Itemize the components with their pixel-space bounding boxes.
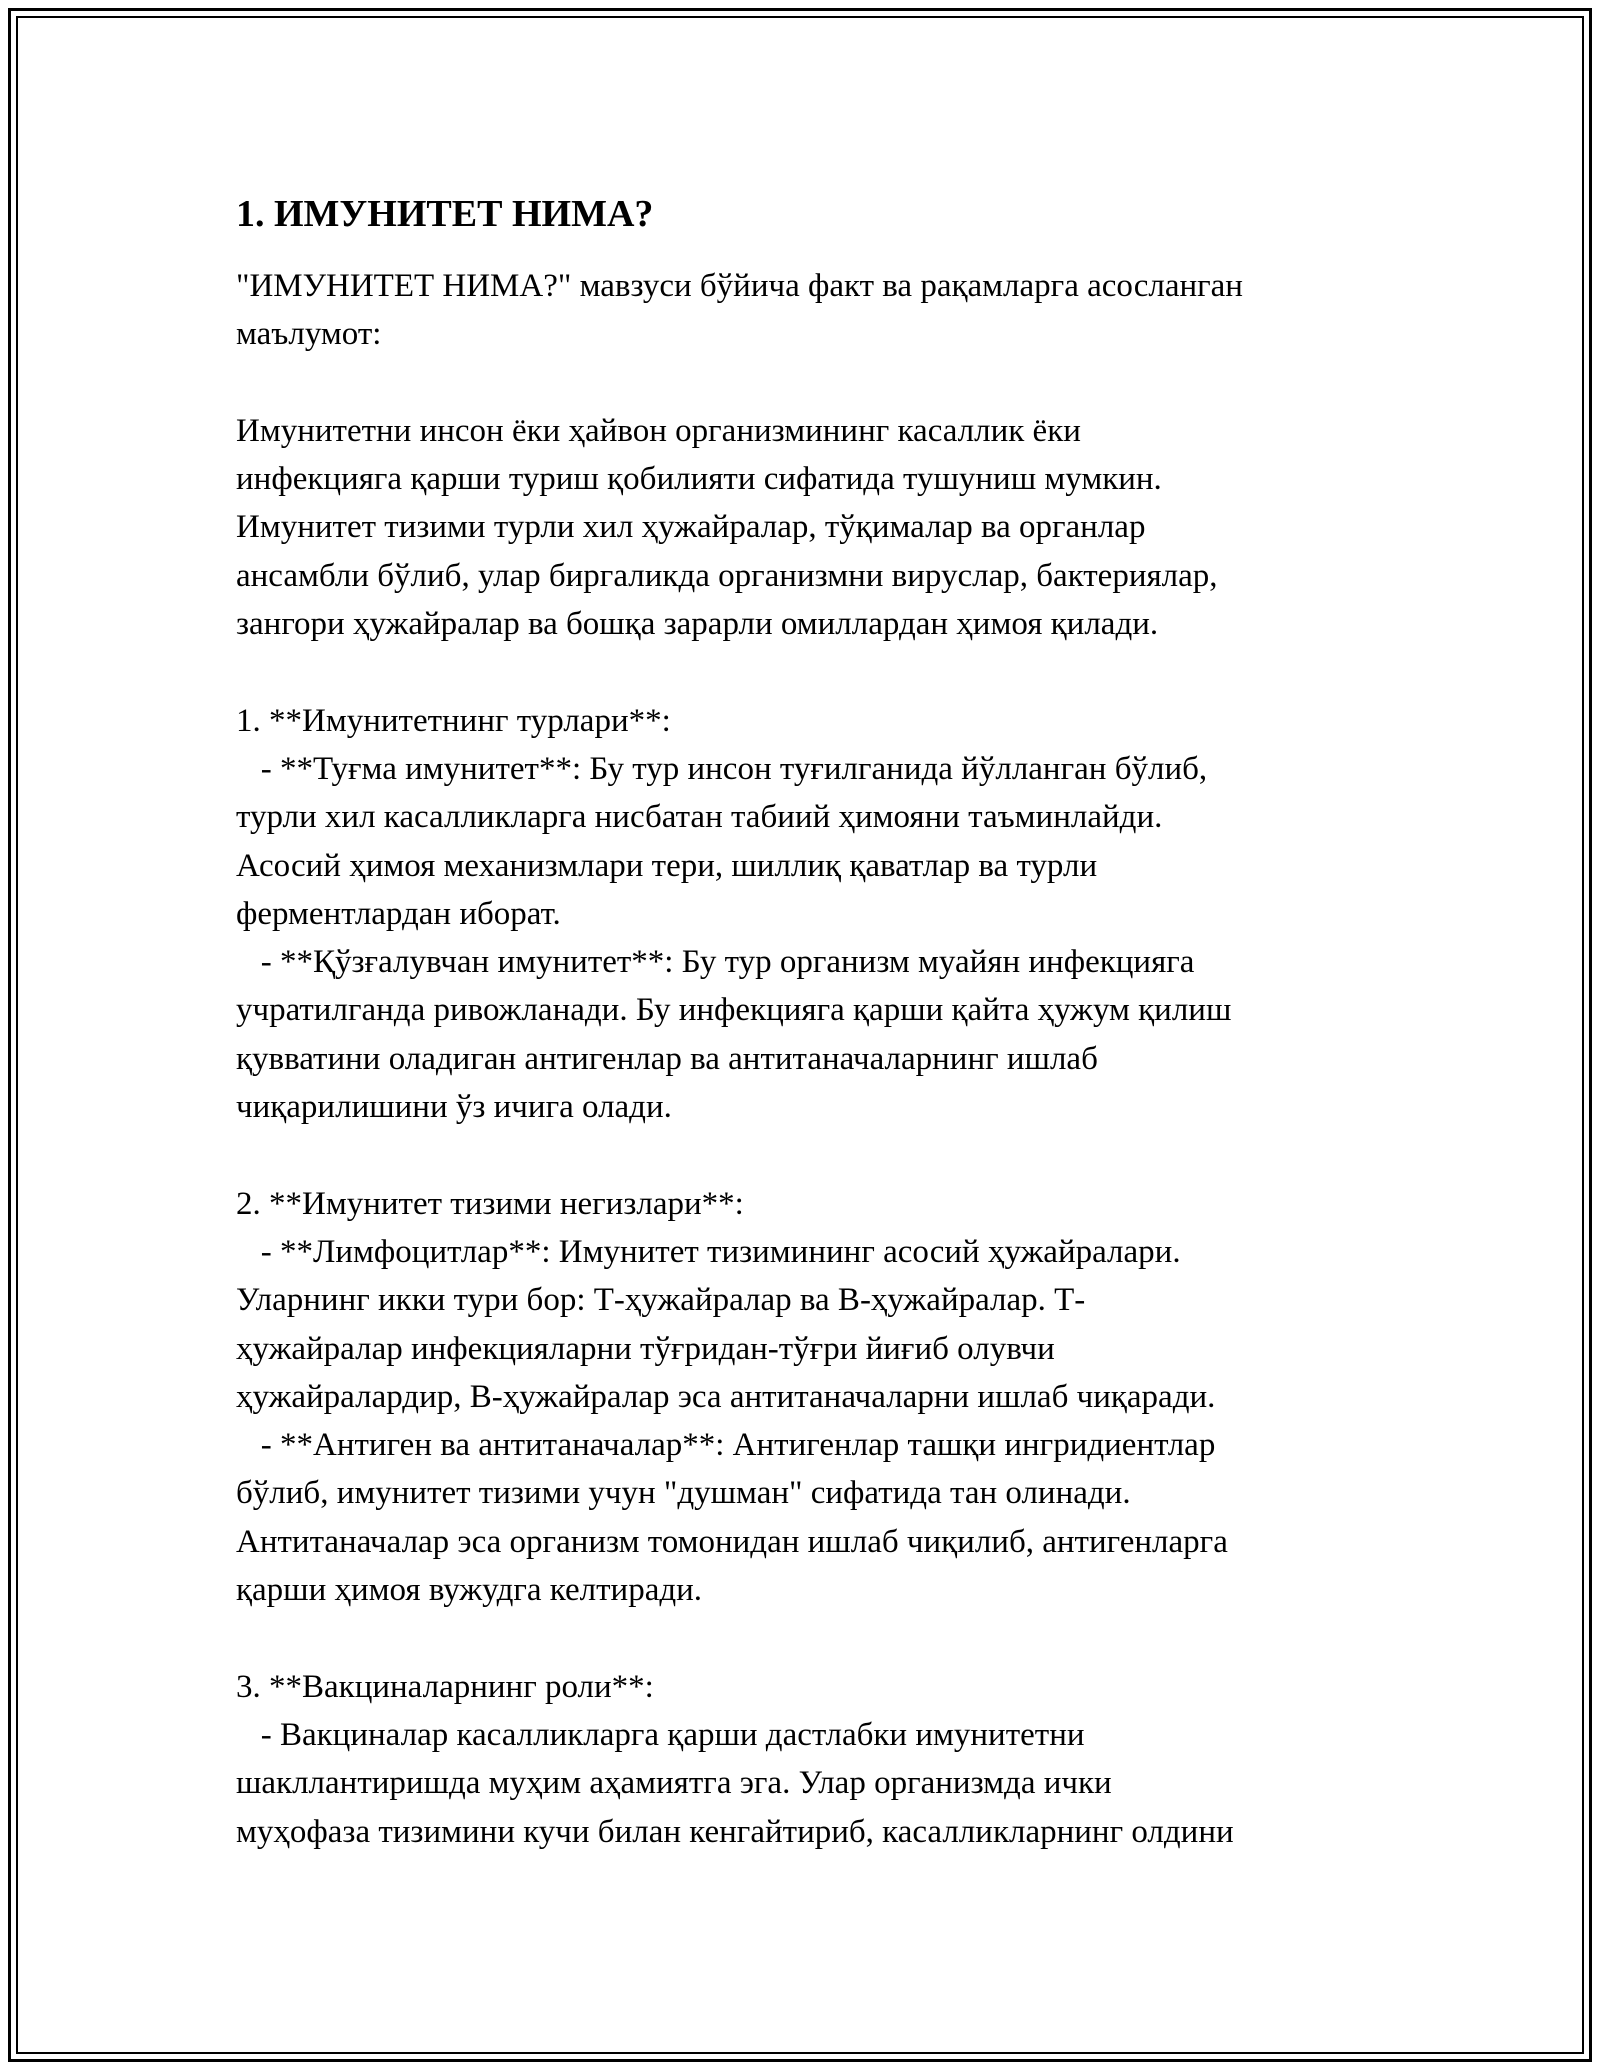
text-line: Имунитетни инсон ёки ҳайвон организмининг касаллик ёки (236, 412, 1081, 449)
text-line: зангори ҳужайралар ва бошқа зарарли омиллардан ҳимоя қилади. (236, 606, 1159, 643)
text-line: турли хил касалликларга нисбатан табиий ҳимояни таъминлайди. (236, 799, 1163, 836)
text-line: ферментлардан иборат. (236, 895, 561, 932)
text-line: Асосий ҳимоя механизмлари тери, шиллиқ қаватлар ва турли (236, 847, 1098, 884)
text-line: 3. **Вакциналарнинг роли**: (236, 1668, 654, 1705)
text-line: шакллантиришда муҳим аҳамиятга эга. Улар организмда ички (236, 1765, 1112, 1802)
blank-line (236, 1614, 1366, 1662)
text-line: маълумот: (236, 316, 382, 353)
text-line: қарши ҳимоя вужудга келтиради. (236, 1572, 703, 1609)
text-line: Имунитет тизими турли хил ҳужайралар, тўқималар ва органлар (236, 509, 1146, 546)
text-line: ҳужайралардир, В-ҳужайралар эса антитаначаларни ишлаб чиқаради. (236, 1378, 1216, 1415)
text-line: - **Антиген ва антитаначалар**: Антигенлар ташқи ингридиентлар (236, 1427, 1216, 1464)
text-line: - **Қўзғалувчан имунитет**: Бу тур организм муайян инфекцияга (236, 944, 1195, 981)
text-line: "ИМУНИТЕТ НИМА?" мавзуси бўйича факт ва рақамларга асосланган (236, 268, 1243, 304)
text-line: учратилганда ривожланади. Бу инфекцияга қарши қайта ҳужум қилиш (236, 992, 1232, 1029)
text-line: - **Лимфоцитлар**: Имунитет тизимининг асосий ҳужайралари. (236, 1233, 1181, 1270)
text-line: қувватини оладиган антигенлар ва антитаначаларнинг ишлаб (236, 1040, 1098, 1077)
document-title: 1. ИМУНИТЕТ НИМА? (236, 193, 654, 235)
text-line: инфекцияга қарши туриш қобилияти сифатида тушуниш мумкин. (236, 461, 1162, 498)
blank-line (236, 359, 1366, 407)
text-line: Антитаначалар эса организм томонидан ишлаб чиқилиб, антигенларга (236, 1523, 1228, 1560)
text-line: бўлиб, имунитет тизими учун "душман" сифатида тан олинади. (236, 1475, 1131, 1512)
blank-line (236, 648, 1366, 696)
blank-line (236, 1131, 1366, 1179)
text-line: муҳофаза тизимини кучи билан кенгайтириб, касалликларнинг олдини (236, 1813, 1234, 1850)
text-line: ҳужайралар инфекцияларни тўғридан-тўғри йиғиб олувчи (236, 1330, 1055, 1367)
text-line: чиқарилишини ўз ичига олади. (236, 1089, 672, 1126)
document-text (236, 262, 1366, 1856)
text-line: 2. **Имунитет тизими негизлари**: (236, 1185, 744, 1222)
text-line: - Вакциналар касалликларга қарши дастлабки имунитетни (236, 1716, 1085, 1753)
text-line: Уларнинг икки тури бор: Т-ҳужайралар ва В-ҳужайралар. Т- (236, 1282, 1086, 1319)
text-line: 1. **Имунитетнинг турлари**: (236, 702, 671, 739)
text-line: - **Туғма имунитет**: Бу тур инсон туғилганида йўлланган бўлиб, (236, 750, 1208, 787)
document-body (236, 188, 1366, 1856)
text-line: ансамбли бўлиб, улар биргаликда организмни вируслар, бактериялар, (236, 557, 1218, 594)
